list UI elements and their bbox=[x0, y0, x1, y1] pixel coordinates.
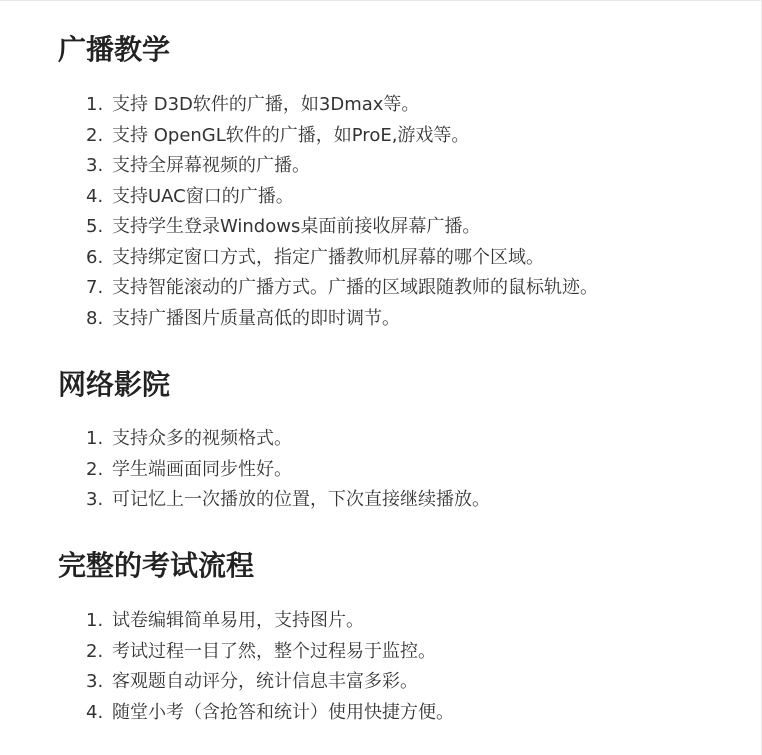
list-item bbox=[86, 424, 490, 455]
item-text: 支持广播图片质量高低的即时调节。 bbox=[112, 307, 400, 329]
list-item bbox=[86, 212, 598, 243]
item-text: 随堂小考（含抢答和统计）使用快捷方便。 bbox=[112, 701, 454, 723]
item-number: 1. bbox=[86, 94, 104, 115]
item-number: 8. bbox=[86, 307, 104, 329]
item-text: 考试过程一目了然，整个过程易于监控。 bbox=[112, 640, 436, 662]
list-item bbox=[86, 90, 598, 121]
item-text: 试卷编辑简单易用，支持图片。 bbox=[112, 610, 364, 631]
item-text: 客观题自动评分，统计信息丰富多彩。 bbox=[112, 671, 418, 692]
item-text: 学生端画面同步性好。 bbox=[112, 458, 292, 480]
item-text: 可记忆上一次播放的位置，下次直接继续播放。 bbox=[112, 489, 490, 510]
list-item bbox=[86, 637, 454, 668]
list-item bbox=[86, 485, 490, 516]
section-title: 广播教学 bbox=[58, 33, 171, 66]
section-title: 网络影院 bbox=[58, 368, 171, 401]
item-text: 支持全屏幕视频的广播。 bbox=[112, 155, 310, 176]
list-item bbox=[86, 304, 598, 335]
item-number: 3. bbox=[86, 155, 104, 176]
list-item bbox=[86, 455, 490, 486]
item-number: 4. bbox=[86, 185, 104, 207]
item-text: 支持众多的视频格式。 bbox=[112, 428, 292, 449]
item-number: 1. bbox=[86, 428, 104, 449]
list-item bbox=[86, 182, 598, 213]
item-number: 2. bbox=[86, 458, 104, 480]
section-title: 完整的考试流程 bbox=[58, 549, 255, 582]
feature-list bbox=[86, 90, 598, 334]
list-item bbox=[86, 667, 454, 698]
item-number: 3. bbox=[86, 489, 104, 510]
item-text: 支持智能滚动的广播方式。广播的区域跟随教师的鼠标轨迹。 bbox=[112, 277, 598, 298]
item-number: 7. bbox=[86, 277, 104, 298]
item-text: 支持绑定窗口方式，指定广播教师机屏幕的哪个区域。 bbox=[112, 246, 544, 268]
item-number: 4. bbox=[86, 701, 104, 723]
item-text: 支持 OpenGL软件的广播，如ProE,游戏等。 bbox=[112, 124, 470, 146]
list-item bbox=[86, 698, 454, 729]
item-text: 支持学生登录Windows桌面前接收屏幕广播。 bbox=[112, 216, 481, 237]
item-number: 2. bbox=[86, 124, 104, 146]
top-divider bbox=[0, 0, 762, 1]
item-number: 6. bbox=[86, 246, 104, 268]
item-text: 支持 D3D软件的广播，如3Dmax等。 bbox=[112, 94, 420, 115]
feature-list bbox=[86, 606, 454, 728]
item-number: 3. bbox=[86, 671, 104, 692]
list-item bbox=[86, 273, 598, 304]
item-text: 支持UAC窗口的广播。 bbox=[112, 185, 294, 207]
list-item bbox=[86, 606, 454, 637]
list-item bbox=[86, 243, 598, 274]
item-number: 1. bbox=[86, 610, 104, 631]
item-number: 5. bbox=[86, 216, 104, 237]
list-item bbox=[86, 151, 598, 182]
item-number: 2. bbox=[86, 640, 104, 662]
feature-list bbox=[86, 424, 490, 516]
list-item bbox=[86, 121, 598, 152]
